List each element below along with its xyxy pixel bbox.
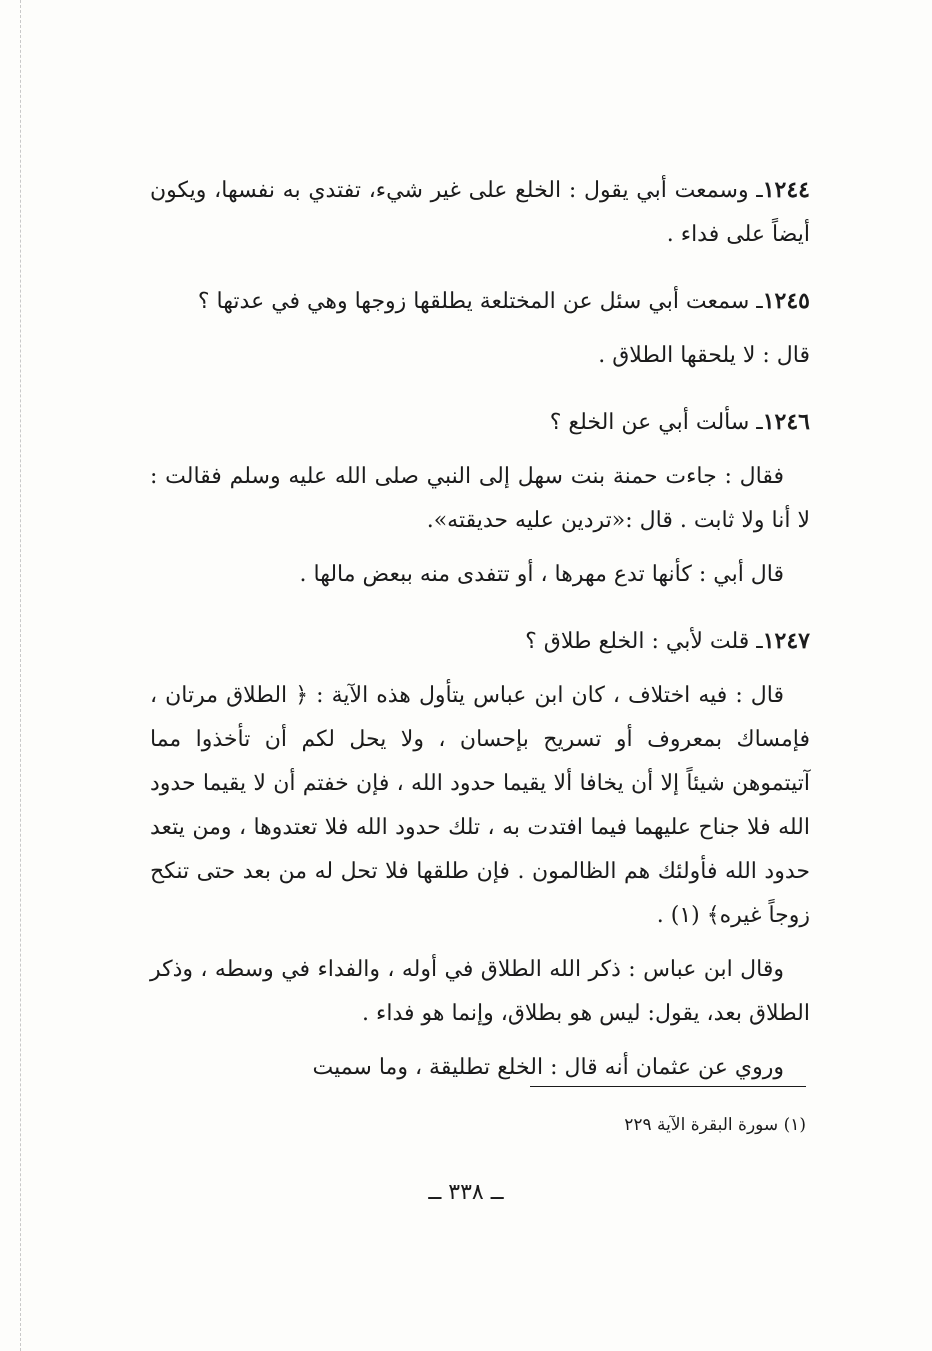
entry-paragraph [150, 279, 810, 324]
scan-edge-line [20, 0, 21, 1351]
entry-paragraph: وروي عن عثمان أنه قال : الخلع تطليقة ، وما سميت [312, 1055, 784, 1080]
entry-text: ـ سألت أبي عن الخلع ؟ [549, 410, 763, 435]
footnote-divider [530, 1086, 806, 1087]
page-body [150, 168, 810, 1112]
entry-number: ١٢٤٧ [762, 628, 810, 654]
entry-1244 [150, 168, 810, 257]
entry-paragraph: فقال : جاءت حمنة بنت سهل إلى النبي صلى الله عليه وسلم فقالت : لا أنا ولا ثابت . قال :«تردين عليه حديقته». [150, 464, 810, 533]
entry-paragraph: وقال ابن عباس : ذكر الله الطلاق في أوله ، والفداء في وسطه ، وذكر الطلاق بعد، يقول: ليس هو بطلاق، وإنما هو فداء . [150, 957, 810, 1026]
page-number: ــ ٣٣٨ ــ [428, 1180, 504, 1205]
entry-text: ـ سمعت أبي سئل عن المختلعة يطلقها زوجها وهي في عدتها ؟ [197, 289, 763, 314]
entry-paragraph [150, 619, 810, 664]
entry-text: ـ وسمعت أبي يقول : الخلع على غير شيء، تفتدي به نفسها، ويكون أيضاً على فداء . [150, 178, 810, 247]
entry-paragraph [150, 168, 810, 257]
entry-text: ـ قلت لأبي : الخلع طلاق ؟ [525, 629, 763, 654]
entry-number: ١٢٤٥ [762, 288, 810, 314]
entry-1246 [150, 400, 810, 597]
entry-paragraph [150, 400, 810, 445]
entry-1247 [150, 619, 810, 1090]
entry-number: ١٢٤٤ [762, 177, 810, 203]
entry-1245 [150, 279, 810, 378]
footnote: (١) سورة البقرة الآية ٢٢٩ [624, 1115, 806, 1135]
entry-paragraph: قال : لا يلحقها الطلاق . [598, 343, 810, 368]
entry-paragraph: قال أبي : كأنها تدع مهرها ، أو تتفدى منه ببعض مالها . [299, 562, 784, 587]
entry-paragraph: قال : فيه اختلاف ، كان ابن عباس يتأول هذه الآية : ﴿ الطلاق مرتان ، فإمساك بمعروف أو تسريح بإحسان ، ولا يحل لكم أن تأخذوا مما آتيتموهن شيئاً إلا أن يخافا ألا يقيما حدود الله ، فإن خفتم أن لا يقيما حدود الله فلا جناح عليهما فيما افتدت به ، تلك حدود الله فلا تعتدوها ، ومن يتعد حدود الله فأولئك هم الظالمون . فإن طلقها فلا تحل له من بعد حتى تنكح زوجاً غيره﴾ (١) . [150, 683, 811, 928]
entry-number: ١٢٤٦ [762, 409, 810, 435]
